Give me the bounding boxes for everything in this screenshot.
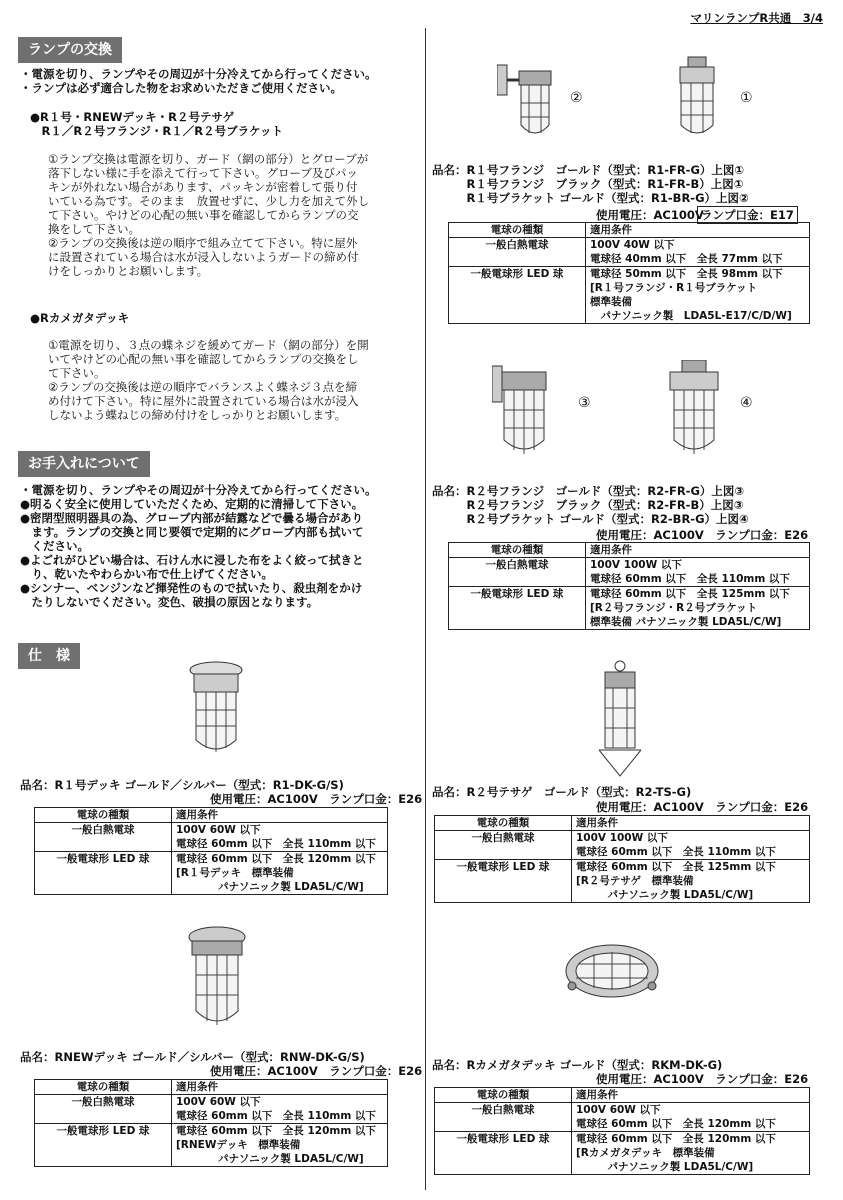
- condition-cell: 適用条件: [572, 816, 810, 831]
- condition-cell: 適用条件: [572, 1088, 810, 1103]
- r-kamegata-spec-table: [434, 1087, 810, 1175]
- bulb-type-cell: 一般白熱電球: [449, 238, 586, 267]
- care-text: ・電源を切り、ランプやその周辺が十分冷えてから行ってください。 ●明るく安全に使用していただくため、定期的に清掃して下さい。 ●密閉型照明器具の為、グローブ内部が結露などで曇る場合があり ます。ランプの交換と同じ要領で定期的にグローブ内部も拭いて ください。 ●よごれがひどい場合は、石けん水に浸した布をよく絞って拭きと り、乾いたやわらかい布で仕上げてください。 ●シンナー、ベンジンなど揮発性のもので拭いたり、殺虫剤をかけ たりしないでください。変色、破損の原因となります。: [20, 483, 377, 609]
- page-header: マリンランプR共通 3/4: [690, 11, 823, 25]
- spec-table-row: [435, 1132, 810, 1175]
- bulb-type-cell: 一般電球形 LED 球: [35, 1124, 172, 1167]
- spec-table-header: [35, 808, 388, 823]
- bulb-type-cell: 一般電球形 LED 球: [449, 587, 586, 630]
- spec-table-row: [35, 823, 388, 852]
- r2-tesage-voltage: 使用電圧：AC100V ランプ口金：E26: [596, 800, 809, 814]
- condition-cell: 100V 100W 以下 電球径 60mm 以下 全長 110mm 以下: [572, 831, 810, 860]
- column-divider: [425, 28, 426, 1190]
- r2-tesage-product-name: 品名：R２号テサゲ ゴールド（型式：R2-TS-G): [432, 785, 692, 799]
- r-kamegata-voltage: 使用電圧：AC100V ランプ口金：E26: [596, 1072, 809, 1086]
- lamp-exchange-para-1: ①ランプ交換は電源を切り、ガード（網の部分）とグローブが 落下しない様に手を添えて行って下さい。グローブ及びパッ キンが外れない場合があります、パッキンが密着して張り付 いている為です。そのまま 放置せずに、少し力を加えて外し て下さい。やけどの心配の無い事を確認してからランプの交 換をして下さい。 ②ランプの交換後は逆の順序で組み立てて下さい。特に屋外 に設置されている場合は水が浸入しないようガードの締め付 けをしっかりとお願いします。: [48, 152, 370, 278]
- r1-deck-product-name: 品名：R１号デッキ ゴールド／シルバー（型式：R1-DK-G/S): [20, 778, 344, 792]
- r2-bracket-lamp-image: [664, 360, 724, 460]
- bulb-type-cell: 電球の種類: [435, 1088, 572, 1103]
- spec-table-row: [449, 238, 810, 267]
- bulb-type-cell: 電球の種類: [449, 223, 586, 238]
- condition-cell: 100V 60W 以下 電球径 60mm 以下 全長 110mm 以下: [172, 1095, 388, 1124]
- r1-deck-spec-table: [34, 807, 388, 895]
- bulb-type-cell: 一般電球形 LED 球: [435, 860, 572, 903]
- spec-table-row: [449, 558, 810, 587]
- condition-cell: 電球径 60mm 以下 全長 125mm 以下 [R２号テサゲ 標準装備 パナソニック製 LDA5L/C/W]: [572, 860, 810, 903]
- spec-table-row: [435, 1103, 810, 1132]
- bulb-type-cell: 一般電球形 LED 球: [435, 1132, 572, 1175]
- r2-tesage-lamp-image: [595, 660, 645, 780]
- condition-cell: 電球径 60mm 以下 全長 120mm 以下 [Rカメガタデッキ 標準装備 パナソニック製 LDA5L/C/W]: [572, 1132, 810, 1175]
- figure-label-1: ①: [740, 90, 753, 106]
- r-kamegata-product-name: 品名：Rカメガタデッキ ゴールド（型式：RKM-DK-G): [432, 1058, 723, 1072]
- rnew-deck-lamp-image: [186, 925, 248, 1035]
- condition-cell: 100V 40W 以下 電球径 40mm 以下 全長 77mm 以下: [586, 238, 810, 267]
- r1-flange-voltage: 使用電圧：AC100V: [596, 208, 704, 222]
- spec-table-header: [435, 816, 810, 831]
- condition-cell: 電球径 60mm 以下 全長 120mm 以下 [R１号デッキ 標準装備 パナソニック製 LDA5L/C/W]: [172, 852, 388, 895]
- condition-cell: 電球径 60mm 以下 全長 120mm 以下 [RNEWデッキ 標準装備 パナソニック製 LDA5L/C/W]: [172, 1124, 388, 1167]
- lamp-exchange-bullets: ・電源を切り、ランプやその周辺が十分冷えてから行ってください。 ・ランプは必ず適合した物をお求めいただきご使用ください。: [20, 67, 377, 95]
- r1-flange-spec-table: [448, 222, 810, 324]
- r1-flange-lamp-image: [672, 55, 722, 145]
- condition-cell: 適用条件: [586, 223, 810, 238]
- spec-table-row: [35, 852, 388, 895]
- condition-cell: 100V 60W 以下 電球径 60mm 以下 全長 110mm 以下: [172, 823, 388, 852]
- bulb-type-cell: 一般白熱電球: [449, 558, 586, 587]
- section-title-lamp-exchange: ランプの交換: [18, 37, 122, 63]
- r2-flange-spec-table: [448, 542, 810, 630]
- rnew-deck-spec-table: [34, 1079, 388, 1167]
- spec-table-row: [435, 831, 810, 860]
- r1-deck-voltage: 使用電圧：AC100V ランプ口金：E26: [210, 792, 423, 806]
- bulb-type-cell: 電球の種類: [435, 816, 572, 831]
- spec-table-row: [35, 1095, 388, 1124]
- r1-deck-lamp-image: [186, 660, 246, 760]
- lamp-exchange-para-2: ①電源を切り、３点の蝶ネジを緩めてガード（網の部分）を開 いてやけどの心配の無い事を確認してからランプの交換をし て下さい。 ②ランプの交換後は逆の順序でバランスよく蝶ネジ３点を締 め付けて下さい。特に屋外に設置されている場合は水が浸入 しないよう蝶ねじの締め付けをしっかりとお願いします。: [48, 338, 369, 422]
- section-title-spec: 仕 様: [18, 643, 80, 669]
- section-title-care: お手入れについて: [18, 451, 150, 477]
- spec-table-row: [435, 860, 810, 903]
- bulb-type-cell: 電球の種類: [35, 808, 172, 823]
- condition-cell: 電球径 50mm 以下 全長 98mm 以下 [R１号フランジ・R１号ブラケット 標準装備 パナソニック製 LDA5L-E17/C/D/W]: [586, 267, 810, 324]
- r-kamegata-lamp-image: [564, 938, 660, 1004]
- bulb-type-cell: 電球の種類: [449, 543, 586, 558]
- bulb-type-cell: 一般電球形 LED 球: [449, 267, 586, 324]
- condition-cell: 100V 60W 以下 電球径 60mm 以下 全長 120mm 以下: [572, 1103, 810, 1132]
- r2-flange-voltage: 使用電圧：AC100V ランプ口金：E26: [596, 528, 809, 542]
- r1-flange-lamp-base-box: ランプ口金：E17: [697, 206, 798, 224]
- spec-table-row: [449, 587, 810, 630]
- condition-cell: 適用条件: [172, 1080, 388, 1095]
- figure-label-2: ②: [570, 90, 583, 106]
- r2-tesage-spec-table: [434, 815, 810, 903]
- spec-table-header: [35, 1080, 388, 1095]
- bulb-type-cell: 一般白熱電球: [35, 823, 172, 852]
- spec-table-header: [449, 223, 810, 238]
- bulb-type-cell: 一般白熱電球: [35, 1095, 172, 1124]
- bulb-type-cell: 一般白熱電球: [435, 831, 572, 860]
- r1-bracket-lamp-image: [497, 55, 557, 145]
- figure-label-3: ③: [578, 395, 591, 411]
- lamp-exchange-subhead-1: ●R１号・RNEWデッキ・R２号テサゲ R１／R２号フランジ・R１／R２号ブラケット: [30, 110, 284, 138]
- figure-label-4: ④: [740, 395, 753, 411]
- spec-table-header: [449, 543, 810, 558]
- rnew-deck-voltage: 使用電圧：AC100V ランプ口金：E26: [210, 1064, 423, 1078]
- r1-flange-product-names: 品名：R１号フランジ ゴールド（型式：R1-FR-G）上図① R１号フランジ ブラック（型式：R1-FR-B）上図① R１号ブラケット ゴールド（型式：R1-BR-G）上図②: [432, 163, 749, 205]
- spec-table-row: [35, 1124, 388, 1167]
- spec-table-row: [449, 267, 810, 324]
- lamp-exchange-subhead-2: ●Rカメガタデッキ: [30, 311, 130, 325]
- rnew-deck-product-name: 品名：RNEWデッキ ゴールド／シルバー（型式：RNW-DK-G/S): [20, 1050, 365, 1064]
- r2-flange-product-names: 品名：R２号フランジ ゴールド（型式：R2-FR-G）上図③ R２号フランジ ブラック（型式：R2-FR-B）上図③ R２号ブラケット ゴールド（型式：R2-BR-G）上図④: [432, 484, 749, 526]
- bulb-type-cell: 一般白熱電球: [435, 1103, 572, 1132]
- bulb-type-cell: 電球の種類: [35, 1080, 172, 1095]
- bulb-type-cell: 一般電球形 LED 球: [35, 852, 172, 895]
- spec-table-header: [435, 1088, 810, 1103]
- condition-cell: 100V 100W 以下 電球径 60mm 以下 全長 110mm 以下: [586, 558, 810, 587]
- condition-cell: 適用条件: [586, 543, 810, 558]
- r2-flange-lamp-image: [492, 360, 552, 460]
- condition-cell: 適用条件: [172, 808, 388, 823]
- condition-cell: 電球径 60mm 以下 全長 125mm 以下 [R２号フランジ・R２号ブラケット 標準装備 パナソニック製 LDA5L/C/W]: [586, 587, 810, 630]
